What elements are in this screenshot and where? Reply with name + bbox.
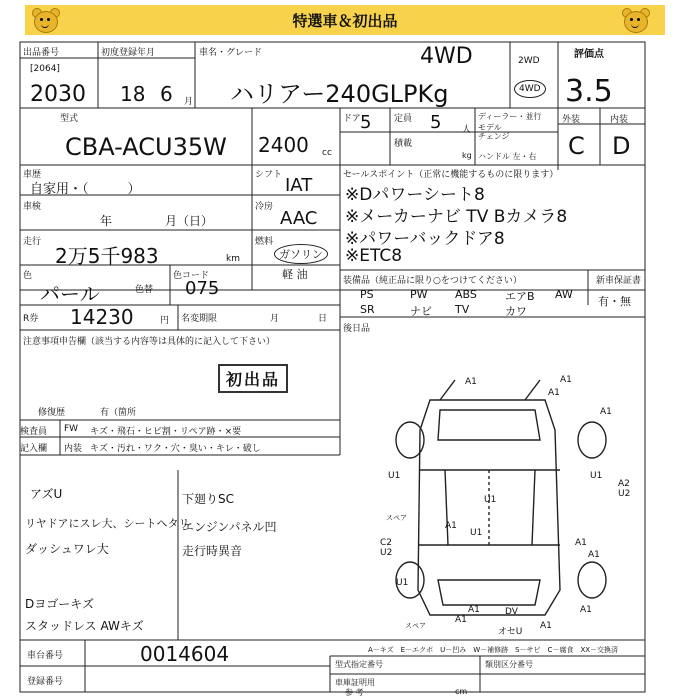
mileage-unit: km [226, 254, 240, 264]
capacity-label: 定員 [394, 114, 413, 124]
inspector-row1-head: FW [64, 424, 79, 434]
fuel-gasoline: ガソリン [274, 244, 328, 264]
inspector-note: スタッドレス AWキズ [25, 619, 144, 633]
equipment-item: ナビ [410, 305, 432, 318]
ac-value: AAC [280, 208, 318, 229]
car-name-label: 車名・グレード [199, 48, 263, 58]
equipment-label: 装備品（純正品に限り○をつけてください） [343, 276, 522, 286]
new-warranty-label: 新車保証書 [596, 276, 642, 286]
diagram-mark: オセU [498, 627, 523, 637]
color-label: 色 [23, 271, 33, 281]
recycle-unit: 円 [160, 316, 170, 326]
header-title: 特選車＆初出品 [292, 12, 398, 30]
first-reg-month-unit: 月 [184, 97, 194, 107]
diagram-mark: U1 [590, 471, 603, 481]
exterior-value: C [568, 132, 585, 160]
diagram-mark: U2 [618, 489, 631, 499]
diagram-mark: A1 [465, 377, 477, 387]
equipment-item: カワ [505, 305, 527, 318]
fuel-label: 燃料 [255, 237, 274, 247]
inspection-label: 車検 [23, 202, 42, 212]
diagram-mark: スペア [405, 622, 426, 630]
sales-point-item: ※パワーバックドア8 [345, 229, 505, 249]
inspector-label-1: 検査員 [20, 427, 48, 437]
repair-value: 有（箇所 [100, 408, 137, 418]
car-name-value: ハリアー240GLPKg [230, 80, 449, 108]
displacement-unit: cc [322, 148, 332, 158]
diagram-mark: A1 [588, 550, 600, 560]
first-reg-year: 18 [120, 82, 146, 106]
model-value: CBA-ACU35W [65, 133, 227, 161]
shift-label: シフト [255, 170, 283, 180]
history-value: 自家用・（ ） [30, 182, 141, 197]
registration-label: 登録番号 [27, 677, 64, 687]
exterior-label: 外装 [562, 115, 581, 125]
cert-label: 車庫証明用 [335, 678, 375, 687]
diagram-mark: A1 [560, 375, 572, 385]
name-change-label: 名変期限 [181, 314, 218, 324]
sales-point-item: ※メーカーナビ TV Bカメラ8 [345, 207, 568, 227]
class-no-label: 類別区分番号 [485, 660, 533, 669]
inspection-month: 月（日） [165, 214, 214, 228]
sales-point-item: ※Dパワーシート8 [345, 185, 485, 205]
lot-label: 出品番号 [23, 48, 60, 58]
color-code-label: 色コード [173, 271, 210, 281]
door-value: 5 [360, 112, 372, 133]
equipment-item: AW [555, 288, 573, 301]
cm-label: cm [455, 687, 468, 696]
warranty-yes-no: 有・無 [598, 295, 631, 308]
capacity-unit: 人 [462, 125, 472, 135]
drive-4wd: 4WD [514, 80, 546, 98]
chassis-label: 車台番号 [27, 651, 64, 661]
equipment-item: TV [455, 303, 470, 316]
inspector-note: エンジンパネル凹 [182, 520, 277, 534]
shift-value: IAT [285, 175, 313, 196]
inspector-note: リヤドアにスレ大、シートヘタリ [25, 517, 190, 530]
color-value: パール [40, 282, 100, 306]
lot-number: 2030 [30, 82, 86, 107]
grade-value: 3.5 [565, 74, 613, 109]
sales-points-label: セールスポイント（正常に機能するものに限ります） [343, 170, 559, 180]
equipment-item: PW [410, 288, 428, 301]
diagram-mark: A1 [540, 621, 552, 631]
first-reg-month: 6 [160, 82, 173, 106]
diagram-mark: C2 [380, 538, 393, 548]
diagram-mark: スペア [386, 514, 407, 522]
grade-label: 評価点 [574, 49, 604, 60]
diagram-mark: A1 [548, 388, 560, 398]
inspector-row2: キズ・汚れ・ワク・穴・臭い・キレ・破し [90, 444, 261, 454]
equipment-item: PS [360, 288, 374, 301]
capacity-value: 5 [430, 112, 442, 133]
equipment-item: SR [360, 303, 375, 316]
mileage-value: 2万5千983 [55, 244, 159, 268]
color-code: 075 [185, 278, 220, 299]
inspector-note: 走行時異音 [182, 544, 243, 558]
diagram-mark: U1 [388, 471, 401, 481]
recycle-value: 14230 [70, 305, 134, 329]
interior-label: 内装 [610, 115, 629, 125]
inspector-note: 下廻りSC [182, 492, 234, 506]
damage-legend: A－キズ E－エクボ U－凹み W－補修跡 S－サビ C－腐食 XX－交換済 [368, 646, 619, 654]
sales-point-item: ※ETC8 [345, 246, 403, 266]
inspector-note: Dヨゴーキズ [25, 597, 95, 611]
dealer-label: ディーラー・並行 [478, 112, 542, 121]
repair-label: 修復歴 [38, 408, 66, 418]
handle-label: ハンドル 左・右 [478, 152, 537, 161]
model-change-label2: チェンジ [478, 132, 510, 141]
ref-label: 参 考 [345, 688, 364, 697]
color-no-label: 色替 [135, 285, 154, 295]
diagram-mark: A1 [455, 615, 467, 625]
equipment-item: ABS [455, 288, 477, 301]
inspector-row2-head: 内装 [64, 444, 83, 454]
recycle-label: R券 [23, 314, 39, 324]
load-label: 積載 [394, 139, 413, 149]
inspector-row1: キズ・飛石・ヒビ割・リペア跡・×要 [90, 427, 242, 437]
chassis-value: 0014604 [140, 642, 230, 666]
lot-sub: [2064] [30, 64, 60, 74]
diagram-mark: DV [505, 607, 518, 617]
diagram-mark: U1 [484, 495, 497, 505]
equipment-item: エアB [505, 290, 535, 303]
diagram-mark: A1 [468, 605, 480, 615]
history-label: 車歴 [23, 170, 42, 180]
diagram-mark: U1 [396, 578, 409, 588]
inspector-label-2: 記入欄 [20, 444, 48, 454]
name-change-month: 月 [270, 314, 280, 324]
diagram-mark: A2 [618, 479, 630, 489]
name-change-day: 日 [318, 314, 328, 324]
door-label: ドア [343, 114, 361, 124]
first-reg-label: 初度登録年月 [101, 48, 156, 58]
displacement-value: 2400 [258, 133, 309, 157]
ac-label: 冷房 [255, 202, 274, 212]
diagram-mark: U1 [470, 528, 483, 538]
fuel-diesel: 軽 油 [282, 268, 308, 281]
drive-written: 4WD [420, 44, 473, 69]
model-label: 型式 [60, 114, 79, 124]
notes-label: 注意事項申告欄（該当する内容等は具体的に記入して下さい） [23, 337, 276, 347]
diagram-mark: A1 [580, 605, 592, 615]
diagram-mark: A1 [575, 538, 587, 548]
diagram-mark: U2 [380, 548, 393, 558]
rear-seat-label: 後日品 [343, 324, 371, 334]
mileage-label: 走行 [23, 237, 42, 247]
drive-2wd: 2WD [518, 56, 540, 66]
model-change-label: モデル [478, 123, 502, 132]
inspector-note: ダッシュワレ大 [25, 542, 109, 556]
diagram-mark: A1 [600, 407, 612, 417]
diagram-mark: A1 [445, 521, 457, 531]
inspection-year: 年 [100, 214, 113, 228]
inspector-note: アズU [30, 487, 63, 501]
interior-value: D [612, 132, 631, 160]
type-no-label: 型式指定番号 [335, 660, 383, 669]
first-listing-stamp: 初出品 [218, 364, 288, 393]
load-unit: kg [462, 151, 472, 160]
